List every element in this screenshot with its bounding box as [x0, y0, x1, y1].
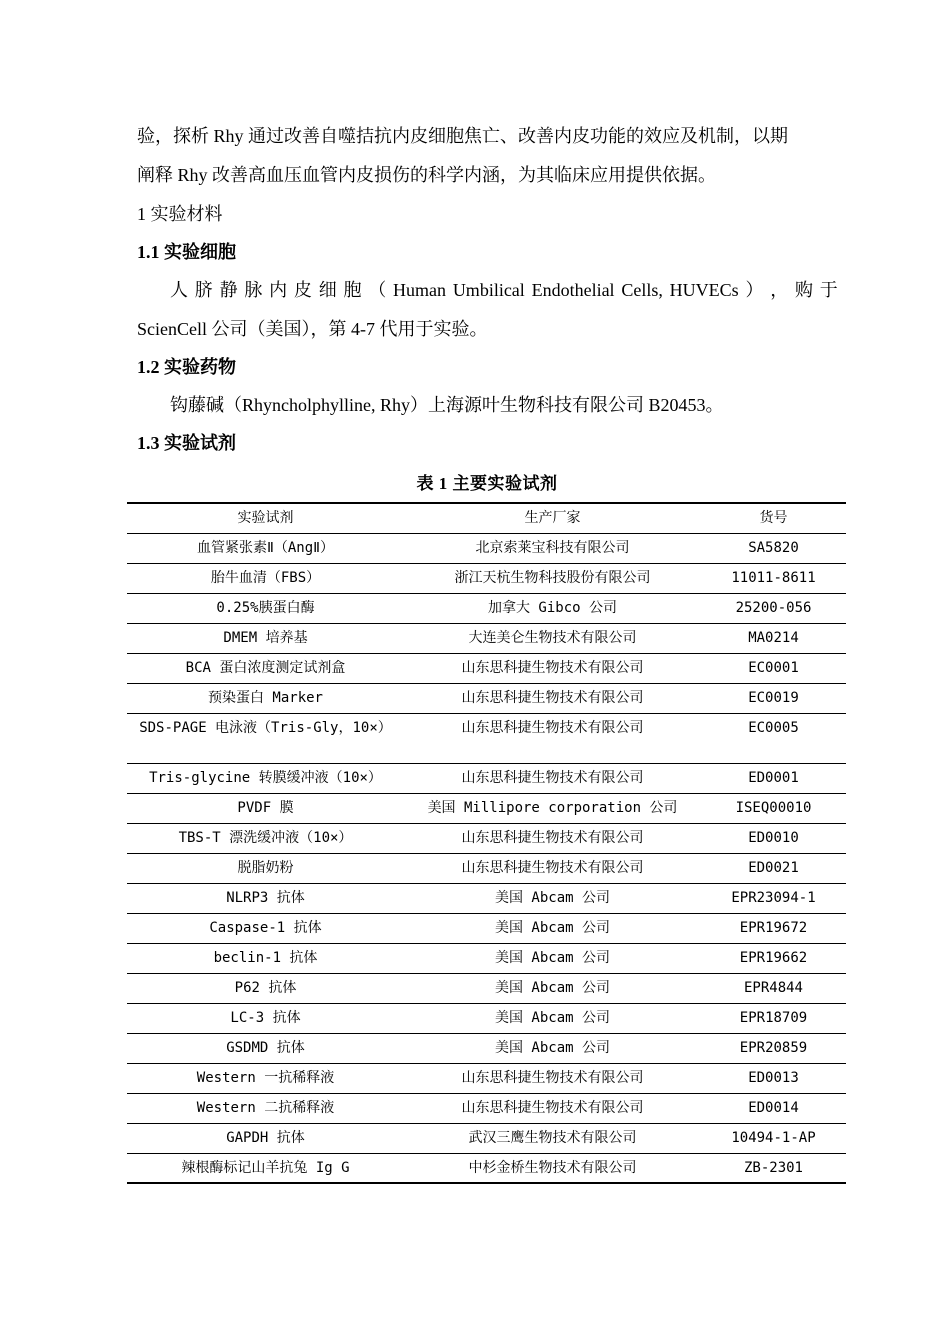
reagent-cell: 辣根酶标记山羊抗兔 Ig G — [181, 1159, 350, 1176]
catalog-cell: EPR19662 — [739, 949, 808, 966]
manufacturer-cell: 山东思科捷生物技术有限公司 — [461, 659, 644, 676]
table-row — [127, 793, 846, 823]
table-row — [127, 623, 846, 653]
reagent-cell: PVDF 膜 — [237, 799, 294, 816]
cells-token: 胞 — [343, 280, 362, 300]
reagent-cell: Caspase-1 抗体 — [209, 919, 322, 936]
catalog-cell: EC0005 — [748, 719, 799, 736]
table-row — [127, 593, 846, 623]
cells-token: 脐 — [194, 280, 213, 300]
table-row — [127, 713, 846, 763]
table-row — [127, 653, 846, 683]
cells-token: ， — [770, 280, 789, 300]
cells-token: 细 — [318, 280, 337, 300]
reagent-cell: SDS-PAGE 电泳液（Tris-Gly，10×） — [139, 719, 392, 736]
reagents-table — [127, 502, 846, 1184]
manufacturer-cell: 浙江天杭生物科技股份有限公司 — [454, 569, 651, 586]
catalog-cell: EPR18709 — [739, 1009, 808, 1026]
manufacturer-cell: 美国 Millipore corporation 公司 — [427, 799, 678, 816]
catalog-cell: EPR23094-1 — [731, 889, 816, 906]
manufacturer-cell: 美国 Abcam 公司 — [494, 1039, 610, 1056]
cells-token: Cells, — [621, 280, 663, 300]
cells-token: 于 — [819, 280, 838, 300]
manufacturer-cell: 中杉金桥生物技术有限公司 — [468, 1159, 637, 1176]
reagent-cell: 0.25%胰蛋白酶 — [216, 599, 315, 616]
manufacturer-cell: 美国 Abcam 公司 — [494, 919, 610, 936]
reagent-cell: beclin-1 抗体 — [213, 949, 318, 966]
intro-line-2: 阐释 Rhy 改善高血压血管内皮损伤的科学内涵，为其临床应用提供依据。 — [137, 165, 717, 185]
manufacturer-cell: 山东思科捷生物技术有限公司 — [461, 1099, 644, 1116]
reagent-cell: TBS-T 漂洗缓冲液（10×） — [178, 829, 353, 846]
column-header-reagent: 实验试剂 — [237, 510, 294, 526]
manufacturer-cell: 山东思科捷生物技术有限公司 — [461, 769, 644, 786]
catalog-cell: ED0013 — [748, 1069, 799, 1086]
intro-line-1: 验，探析 Rhy 通过改善自噬拮抗内皮细胞焦亡、改善内皮功能的效应及机制，以期 — [137, 126, 789, 146]
cells-token: 人 — [170, 280, 188, 300]
table-row — [127, 853, 846, 883]
cells-token: HUVECs — [669, 280, 739, 300]
reagent-cell: Western 一抗稀释液 — [196, 1069, 335, 1086]
catalog-cell: 25200-056 — [735, 599, 812, 616]
catalog-cell: EPR20859 — [739, 1039, 808, 1056]
catalog-cell: MA0214 — [748, 629, 799, 646]
catalog-cell: ISEQ00010 — [735, 799, 812, 816]
manufacturer-cell: 美国 Abcam 公司 — [494, 1009, 610, 1026]
manufacturer-cell: 武汉三鹰生物技术有限公司 — [468, 1129, 637, 1146]
cells-token: Umbilical — [452, 280, 525, 300]
subsection-heading-reagents: 1.3 实验试剂 — [137, 433, 236, 453]
catalog-cell: EC0001 — [748, 659, 799, 676]
cells-token: Endothelial — [531, 280, 615, 300]
reagent-cell: GSDMD 抗体 — [226, 1039, 305, 1056]
reagent-cell: BCA 蛋白浓度测定试剂盒 — [185, 659, 346, 676]
table-row — [127, 1033, 846, 1063]
cells-token: ） — [745, 280, 764, 300]
reagent-cell: Western 二抗稀释液 — [196, 1099, 335, 1116]
table-row — [127, 943, 846, 973]
cells-token: 内 — [269, 280, 288, 300]
manufacturer-cell: 北京索莱宝科技有限公司 — [475, 539, 630, 556]
catalog-cell: ED0021 — [748, 859, 799, 876]
reagent-cell: LC-3 抗体 — [230, 1009, 301, 1026]
manufacturer-cell: 山东思科捷生物技术有限公司 — [461, 1069, 644, 1086]
table-row — [127, 1153, 846, 1183]
manufacturer-cell: 山东思科捷生物技术有限公司 — [461, 859, 644, 876]
table-row — [127, 823, 846, 853]
column-header-catalog-number: 货号 — [759, 510, 788, 526]
table-row — [127, 1093, 846, 1123]
cells-token: 皮 — [293, 280, 312, 300]
manufacturer-cell: 美国 Abcam 公司 — [494, 949, 610, 966]
catalog-cell: ED0001 — [748, 769, 799, 786]
reagent-cell: 预染蛋白 Marker — [207, 689, 323, 706]
manufacturer-cell: 山东思科捷生物技术有限公司 — [461, 719, 644, 736]
reagent-cell: P62 抗体 — [234, 979, 297, 996]
catalog-cell: SA5820 — [748, 539, 799, 556]
catalog-cell: EPR19672 — [739, 919, 808, 936]
cells-token: 静 — [219, 280, 238, 300]
table-row — [127, 563, 846, 593]
table-row — [127, 683, 846, 713]
catalog-cell: EC0019 — [748, 689, 799, 706]
table-row — [127, 973, 846, 1003]
cells-token: 脉 — [244, 280, 263, 300]
manufacturer-cell: 山东思科捷生物技术有限公司 — [461, 689, 644, 706]
manufacturer-cell: 大连美仑生物技术有限公司 — [468, 629, 637, 646]
section-heading-materials: 1 实验材料 — [137, 204, 223, 224]
reagent-cell: 胎牛血清（FBS） — [210, 569, 321, 586]
drugs-paragraph: 钩藤碱（Rhyncholphylline, Rhy）上海源叶生物科技有限公司 B20453。 — [170, 395, 724, 415]
reagent-cell: Tris-glycine 转膜缓冲液（10×） — [149, 769, 382, 786]
table-row — [127, 913, 846, 943]
reagent-cell: 脱脂奶粉 — [237, 859, 294, 876]
manufacturer-cell: 美国 Abcam 公司 — [494, 979, 610, 996]
catalog-cell: 10494-1-AP — [731, 1129, 816, 1146]
reagent-cell: DMEM 培养基 — [223, 629, 308, 646]
cells-paragraph-line-1 — [170, 278, 838, 302]
catalog-cell: ZB-2301 — [743, 1159, 803, 1176]
cells-token: Human — [393, 280, 447, 300]
manufacturer-cell: 山东思科捷生物技术有限公司 — [461, 829, 644, 846]
cells-paragraph-line-2: ScienCell 公司（美国），第 4-7 代用于实验。 — [137, 319, 488, 339]
table-row — [127, 763, 846, 793]
table-caption: 表 1 主要实验试剂 — [416, 474, 558, 493]
cells-token: （ — [368, 280, 387, 300]
cells-token: 购 — [795, 280, 813, 300]
reagent-cell: GAPDH 抗体 — [226, 1129, 305, 1146]
catalog-cell: ED0010 — [748, 829, 799, 846]
catalog-cell: EPR4844 — [743, 979, 803, 996]
table-row — [127, 1123, 846, 1153]
table-row — [127, 1063, 846, 1093]
subsection-heading-drugs: 1.2 实验药物 — [137, 357, 236, 377]
table-row — [127, 1003, 846, 1033]
column-header-manufacturer: 生产厂家 — [524, 510, 581, 526]
subsection-heading-cells: 1.1 实验细胞 — [137, 242, 236, 262]
catalog-cell: 11011-8611 — [731, 569, 816, 586]
reagent-cell: NLRP3 抗体 — [226, 889, 305, 906]
table-row — [127, 533, 846, 563]
table-row — [127, 883, 846, 913]
manufacturer-cell: 加拿大 Gibco 公司 — [487, 599, 617, 616]
catalog-cell: ED0014 — [748, 1099, 799, 1116]
manufacturer-cell: 美国 Abcam 公司 — [494, 889, 610, 906]
table-header-row — [127, 503, 846, 533]
reagent-cell: 血管紧张素Ⅱ（AngⅡ） — [196, 539, 335, 556]
